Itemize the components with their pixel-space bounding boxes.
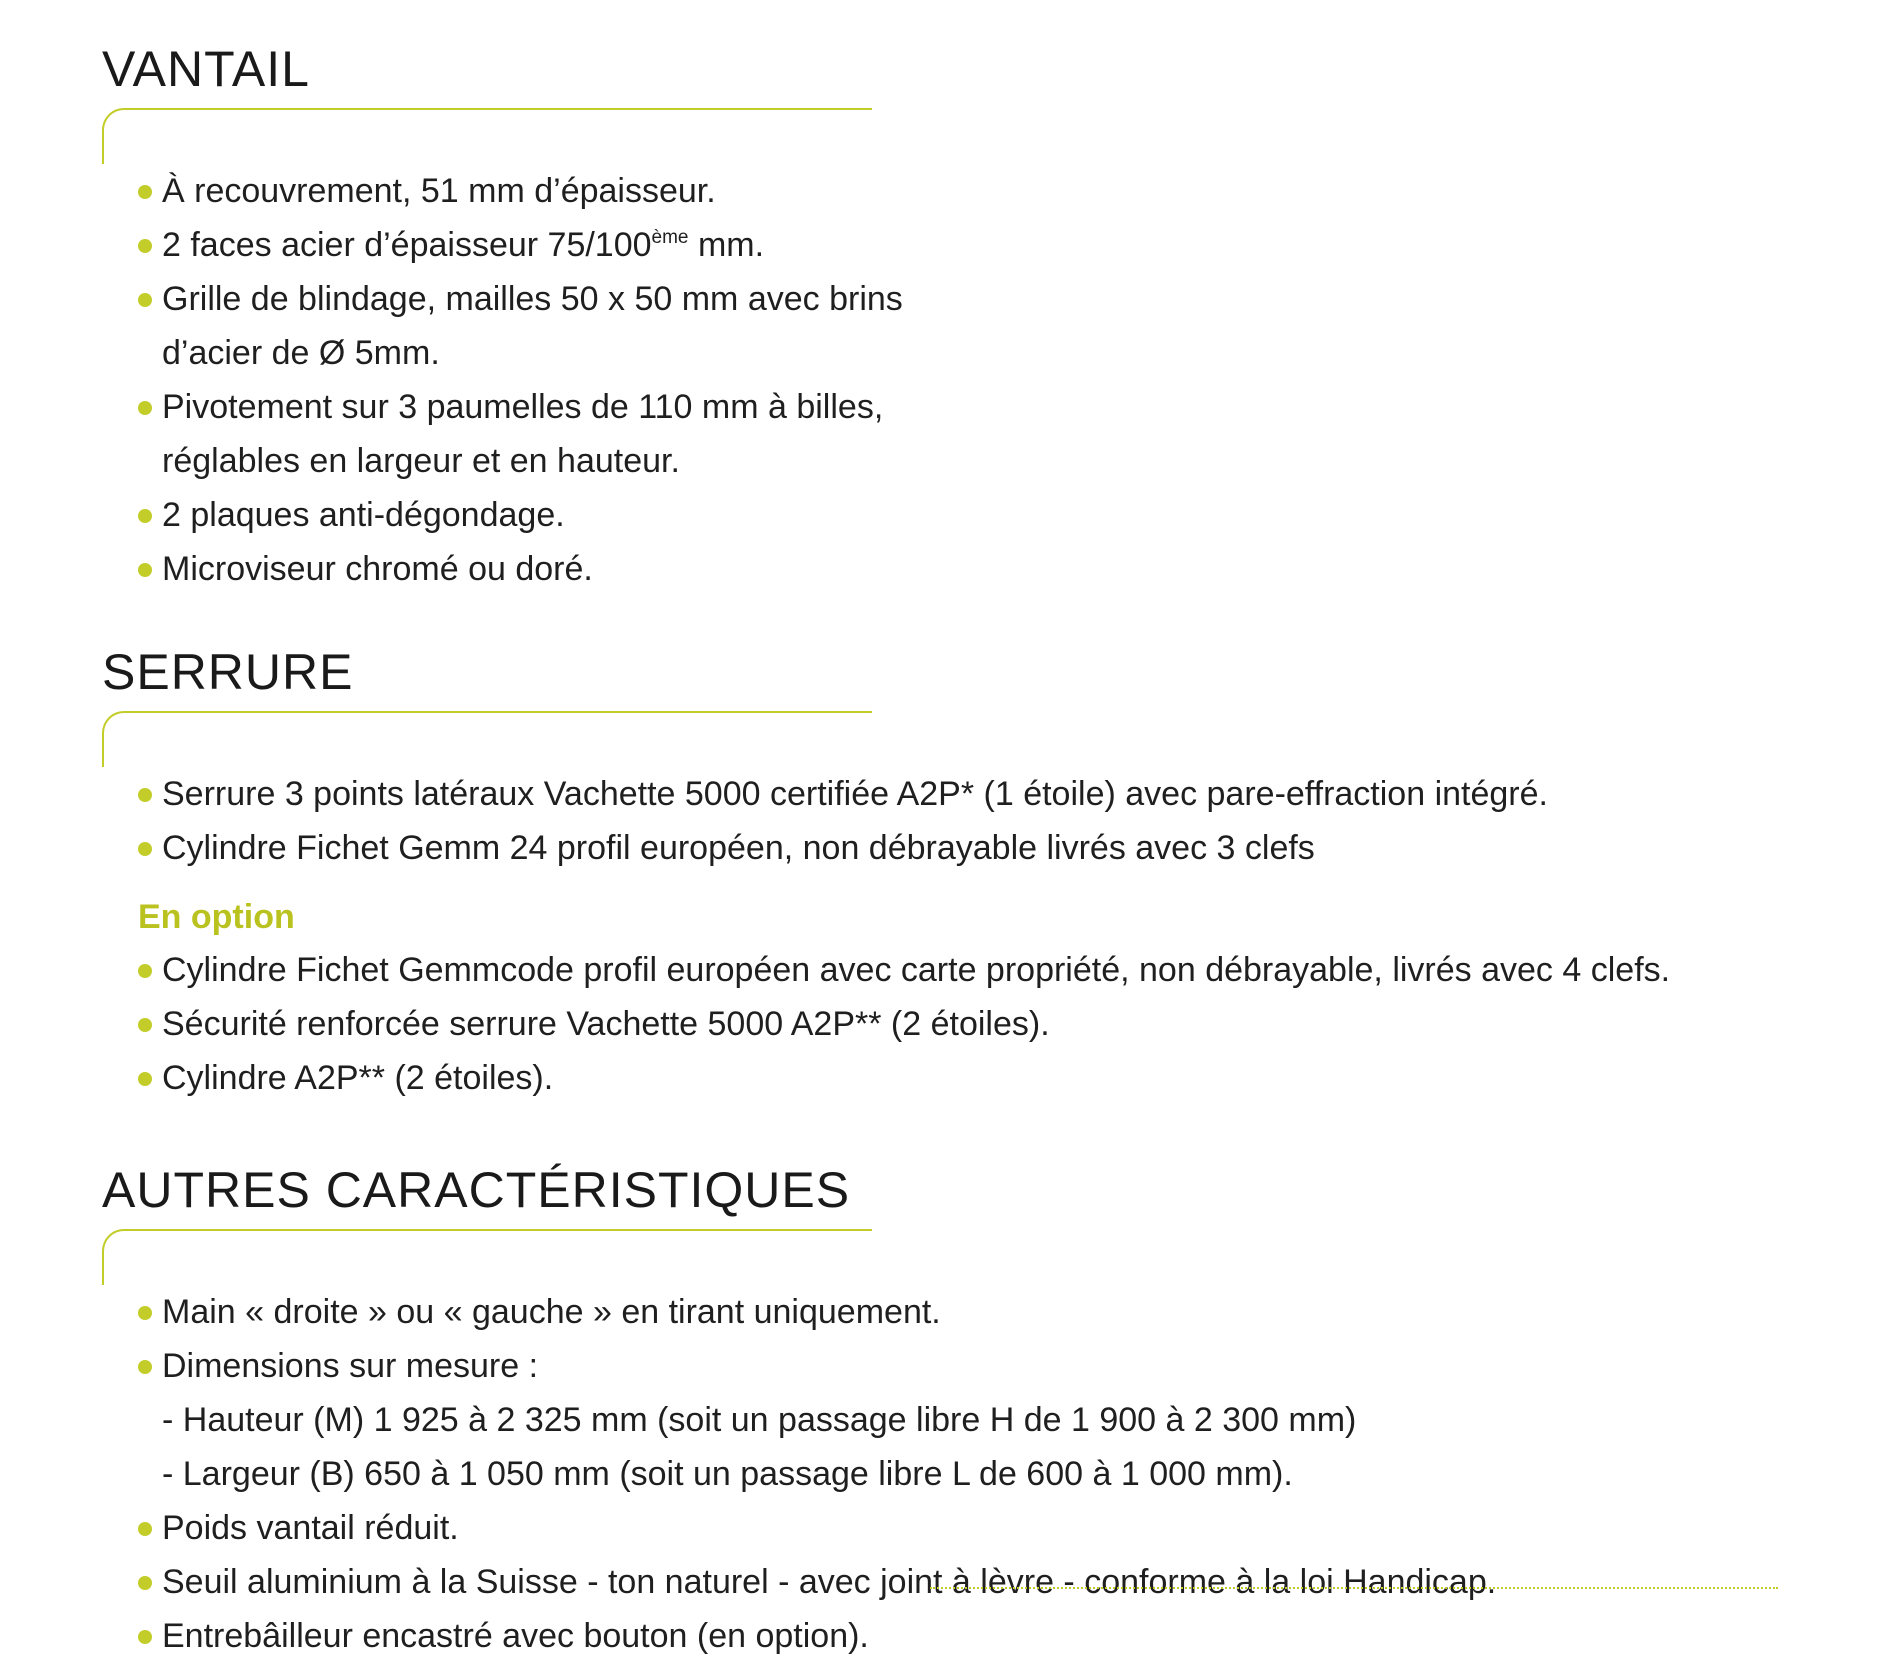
list-item: Cylindre Fichet Gemm 24 profil européen, non débrayable livrés avec 3 clefs	[162, 821, 1862, 875]
list-item: Entrebâilleur encastré avec bouton (en option).	[162, 1609, 1862, 1663]
list-item: Main « droite » ou « gauche » en tirant uniquement.	[162, 1285, 1862, 1339]
serrure-list	[102, 767, 1862, 875]
section-vantail	[102, 41, 1862, 596]
list-sub-item: - Hauteur (M) 1 925 à 2 325 mm (soit un passage libre H de 1 900 à 2 300 mm)	[162, 1401, 1357, 1439]
section-title-serrure: SERRURE	[102, 644, 354, 700]
superscript: ème	[651, 227, 689, 248]
list-item: Dimensions sur mesure :	[162, 1339, 1862, 1393]
list-item: Microviseur chromé ou doré.	[162, 542, 1862, 596]
list-item: 2 plaques anti-dégondage.	[162, 488, 1862, 542]
title-rule	[102, 711, 872, 767]
option-heading: En option	[138, 898, 295, 936]
list-item: Pivotement sur 3 paumelles de 110 mm à billes,	[162, 380, 1862, 434]
list-item: À recouvrement, 51 mm d’épaisseur.	[162, 164, 1862, 218]
section-title-vantail: VANTAIL	[102, 41, 310, 97]
list-item: Cylindre A2P** (2 étoiles).	[162, 1051, 1862, 1105]
list-item: Cylindre Fichet Gemmcode profil européen avec carte propriété, non débrayable, livrés avec 4 clefs.	[162, 943, 1862, 997]
title-rule	[102, 108, 872, 164]
vantail-list	[102, 164, 1862, 596]
list-item: Grille de blindage, mailles 50 x 50 mm avec brins	[162, 272, 1862, 326]
dotted-leader-line	[930, 1587, 1778, 1589]
list-item: Seuil aluminium à la Suisse - ton naturel - avec joint à lèvre - conforme à la loi Handicap.	[162, 1555, 1862, 1609]
list-item: 2 faces acier d’épaisseur 75/100ème mm.	[162, 218, 1862, 272]
list-item: Sécurité renforcée serrure Vachette 5000 A2P** (2 étoiles).	[162, 997, 1862, 1051]
section-serrure	[102, 644, 1862, 1105]
section-title-autres: AUTRES CARACTÉRISTIQUES	[102, 1162, 851, 1218]
list-item-continuation: d’acier de Ø 5mm.	[162, 334, 440, 372]
list-item: Poids vantail réduit.	[162, 1501, 1862, 1555]
list-sub-item: - Largeur (B) 650 à 1 050 mm (soit un passage libre L de 600 à 1 000 mm).	[162, 1455, 1293, 1493]
autres-list	[102, 1285, 1862, 1663]
title-rule	[102, 1229, 872, 1285]
list-item-continuation: réglables en largeur et en hauteur.	[162, 442, 680, 480]
list-item: Serrure 3 points latéraux Vachette 5000 certifiée A2P* (1 étoile) avec pare-effraction intégré.	[162, 767, 1862, 821]
serrure-option-list	[102, 943, 1862, 1105]
